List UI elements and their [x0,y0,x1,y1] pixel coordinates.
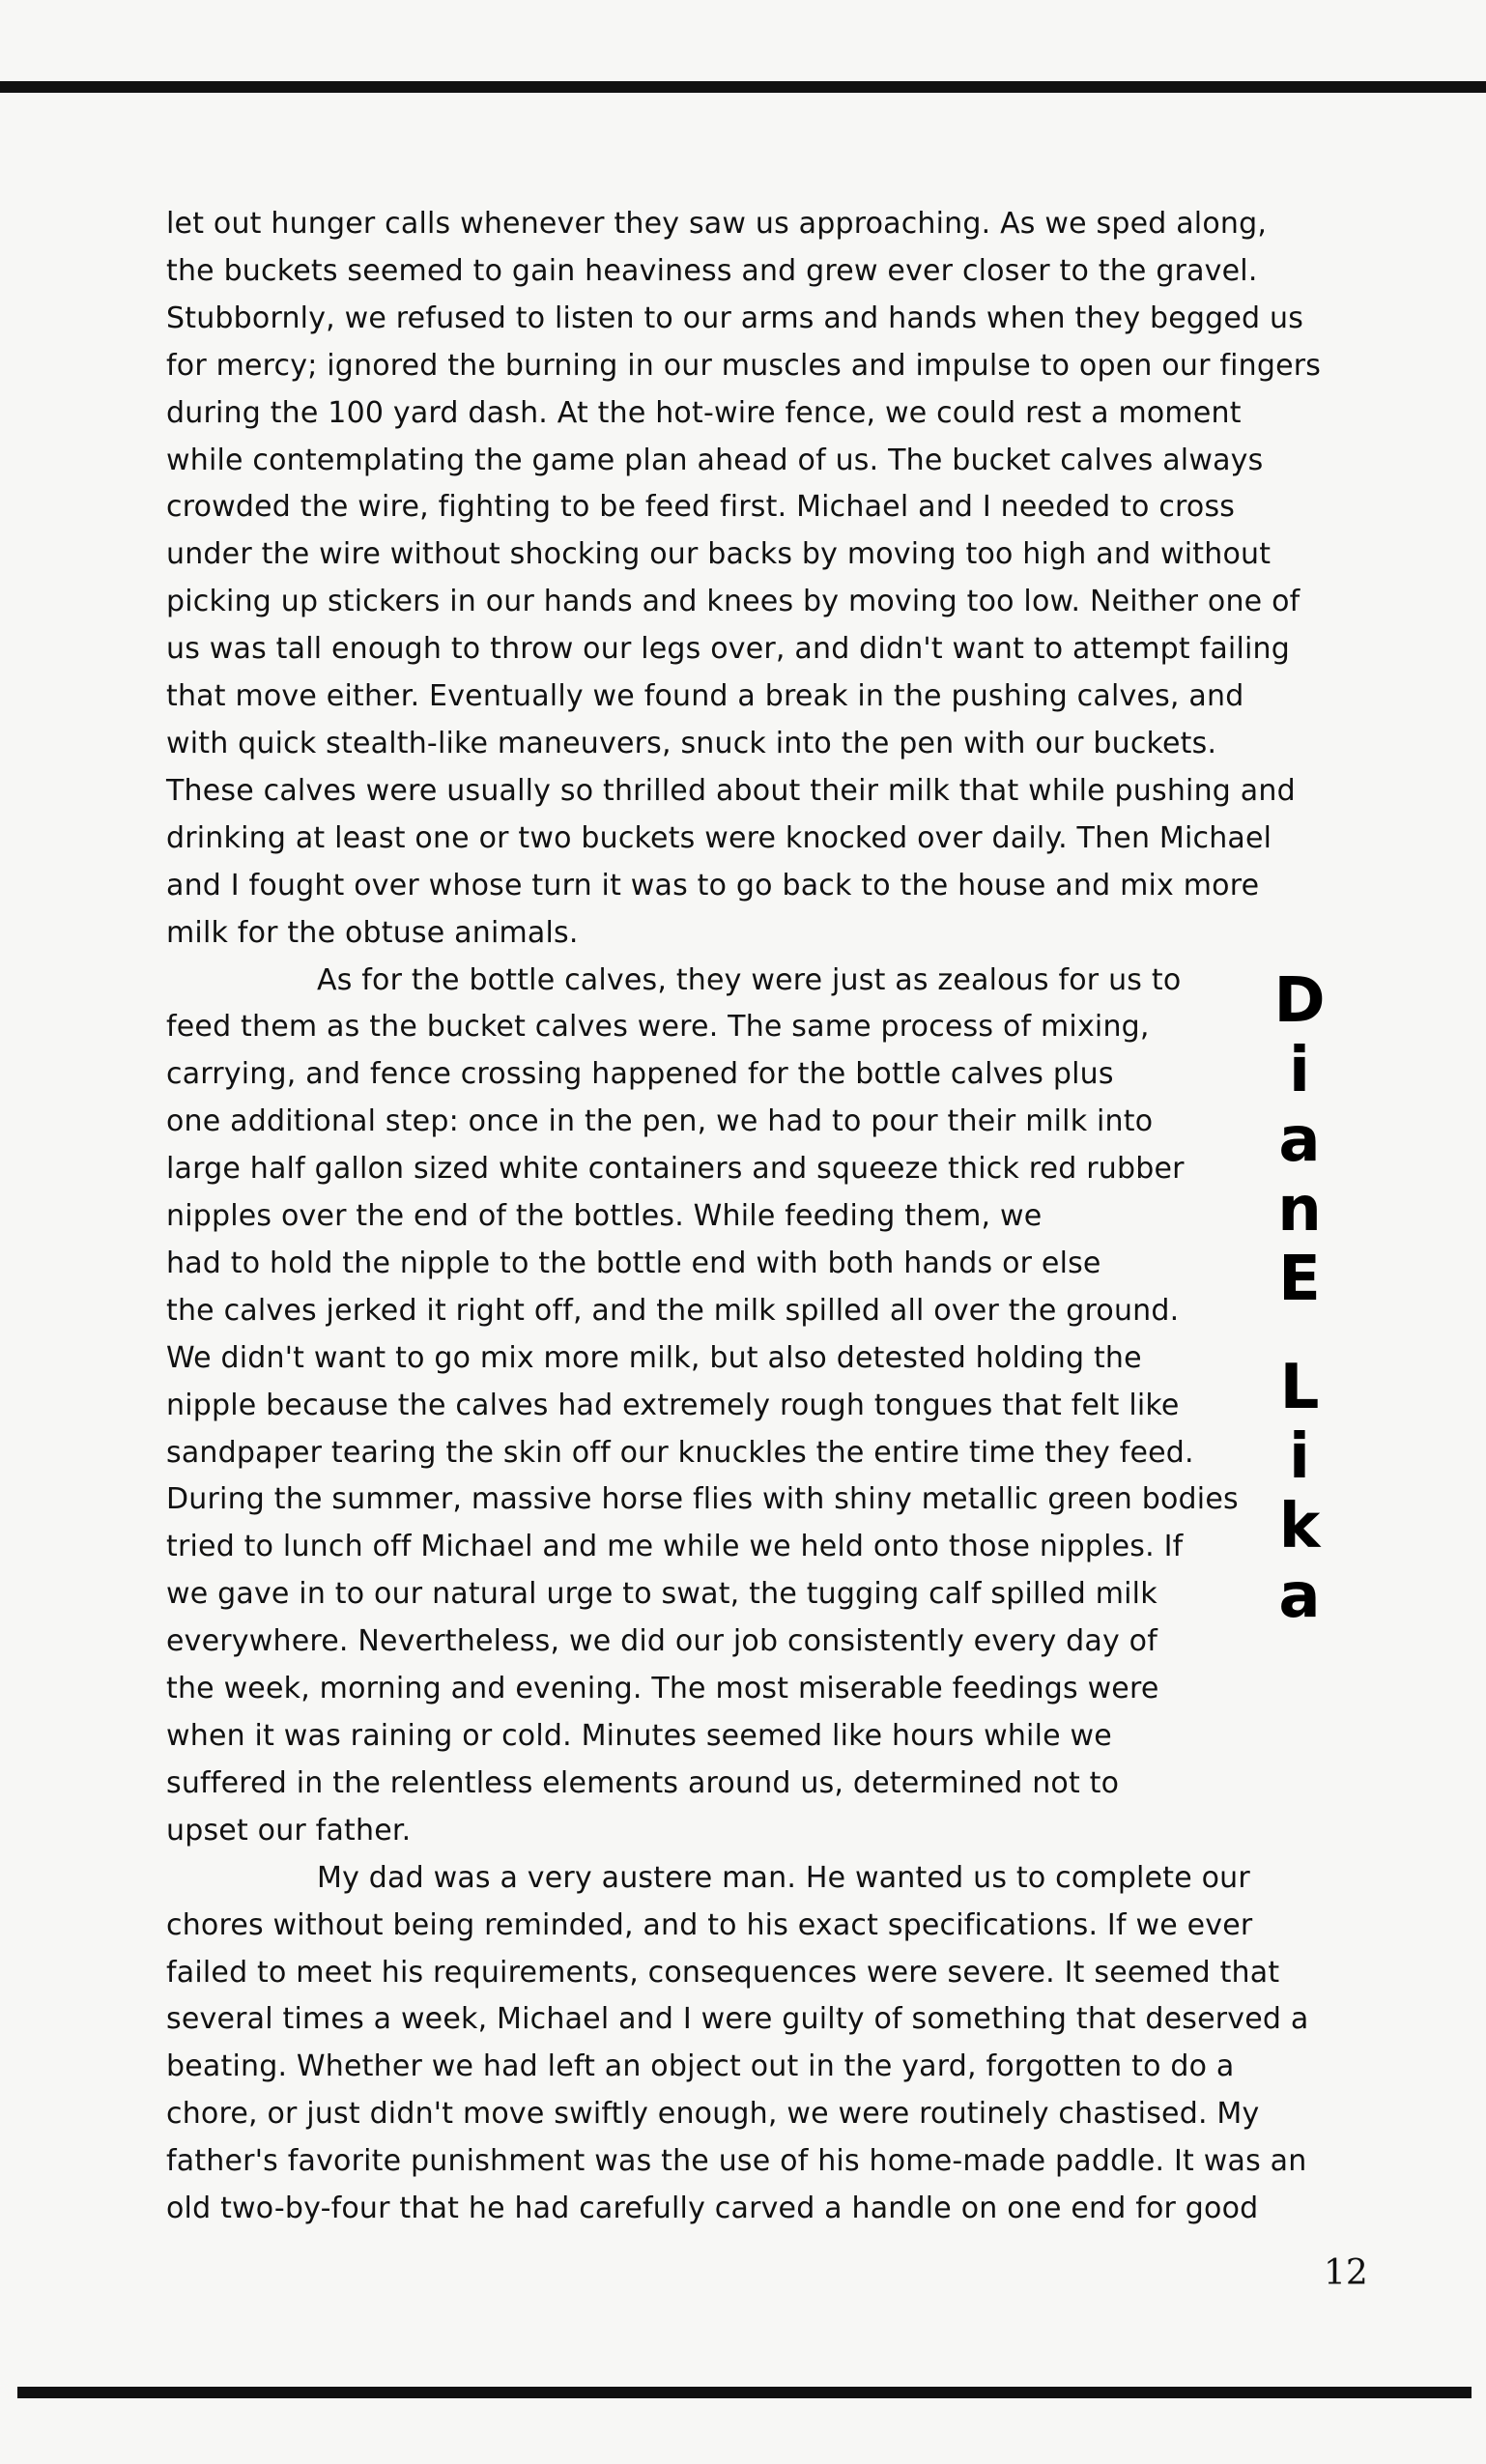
paragraph-1 [166,201,1374,958]
text-line: carrying, and fence crossing happened for the bottle calves plus [166,1057,1114,1092]
text-line: with quick stealth-like maneuvers, snuck into the pen with our buckets. [166,726,1217,760]
signature-letter: k [1278,1491,1321,1562]
text-line: large half gallon sized white containers and squeeze thick red rubber [166,1152,1185,1187]
text-line: let out hunger calls whenever they saw us approaching. As we sped along, [166,207,1268,241]
text-line: My dad was a very austere man. He wanted us to complete our [317,1860,1250,1895]
text-line: while contemplating the game plan ahead of us. The bucket calves always [166,443,1264,477]
text-line: one additional step: once in the pen, we had to pour their milk into [166,1104,1154,1139]
text-line: the week, morning and evening. The most miserable feedings were [166,1672,1159,1706]
text-line: milk for the obtuse animals. [166,915,579,950]
text-line: tried to lunch off Michael and me while we held onto those nipples. If [166,1530,1184,1564]
text-line: crowded the wire, fighting to be feed first. Michael and I needed to cross [166,490,1236,525]
signature-letter: a [1278,1561,1321,1632]
signature-letter: n [1277,1174,1322,1246]
text-line: the buckets seemed to gain heaviness and grew ever closer to the gravel. [166,253,1258,288]
text-line: Stubbornly, we refused to listen to our arms and hands when they begged us [166,301,1304,335]
paragraph-3 [166,1855,1374,2233]
signature-letter: a [1278,1104,1321,1176]
signature-letter: E [1278,1244,1321,1315]
text-line: upset our father. [166,1813,412,1848]
text-line: suffered in the relentless elements around us, determined not to [166,1765,1120,1800]
text-line: father's favorite punishment was the use of his home-made paddle. It was an [166,2144,1307,2179]
text-line: had to hold the nipple to the bottle end with both hands or else [166,1246,1101,1280]
text-line: under the wire without shocking our backs by moving too high and without [166,537,1272,572]
text-line: during the 100 yard dash. At the hot-wire fence, we could rest a moment [166,395,1242,430]
text-line: for mercy; ignored the burning in our muscles and impulse to open our fingers [166,348,1322,383]
text-line: nipple because the calves had extremely rough tongues that felt like [166,1388,1180,1422]
text-line: chore, or just didn't move swiftly enough, we were routinely chastised. My [166,2097,1260,2132]
handwritten-signature [1256,966,1343,1631]
text-line: These calves were usually so thrilled about their milk that while pushing and [166,773,1296,808]
signature-letter: D [1273,965,1326,1037]
text-line: beating. Whether we had left an object out in the yard, forgotten to do a [166,2049,1235,2084]
text-line: During the summer, massive horse flies with shiny metallic green bodies [166,1482,1239,1517]
text-line: failed to meet his requirements, consequences were severe. It seemed that [166,1955,1280,1990]
text-line: old two-by-four that he had carefully carved a handle on one end for good [166,2192,1259,2226]
signature-letter: i [1289,1421,1310,1493]
top-border-rule [0,81,1486,93]
text-line: us was tall enough to throw our legs over, and didn't want to attempt failing [166,632,1290,667]
text-line: the calves jerked it right off, and the milk spilled all over the ground. [166,1293,1180,1328]
text-line: everywhere. Nevertheless, we did our job consistently every day of [166,1624,1157,1659]
text-line: chores without being reminded, and to his exact specifications. If we ever [166,1907,1253,1942]
text-line: drinking at least one or two buckets were knocked over daily. Then Michael [166,820,1272,855]
text-line: when it was raining or cold. Minutes seemed like hours while we [166,1719,1112,1753]
text-line: several times a week, Michael and I were guilty of something that deserved a [166,2002,1309,2037]
text-line: nipples over the end of the bottles. While feeding them, we [166,1199,1043,1234]
page-number: 12 [1324,2253,1368,2293]
signature-letter: L [1279,1352,1320,1423]
paragraph-2 [166,958,1374,1855]
text-line: that move either. Eventually we found a break in the pushing calves, and [166,679,1244,714]
body-text [166,201,1374,2233]
text-line: picking up stickers in our hands and knees by moving too low. Neither one of [166,585,1300,619]
text-line: we gave in to our natural urge to swat, the tugging calf spilled milk [166,1577,1157,1612]
text-line: We didn't want to go mix more milk, but also detested holding the [166,1340,1142,1375]
text-line: As for the bottle calves, they were just as zealous for us to [317,962,1182,997]
bottom-border-rule [17,2387,1472,2398]
text-line: feed them as the bucket calves were. The same process of mixing, [166,1010,1150,1045]
signature-gap [1256,1314,1343,1353]
signature-letter: i [1289,1035,1310,1106]
text-line: sandpaper tearing the skin off our knuckles the entire time they feed. [166,1435,1194,1470]
text-line: and I fought over whose turn it was to go back to the house and mix more [166,868,1260,903]
